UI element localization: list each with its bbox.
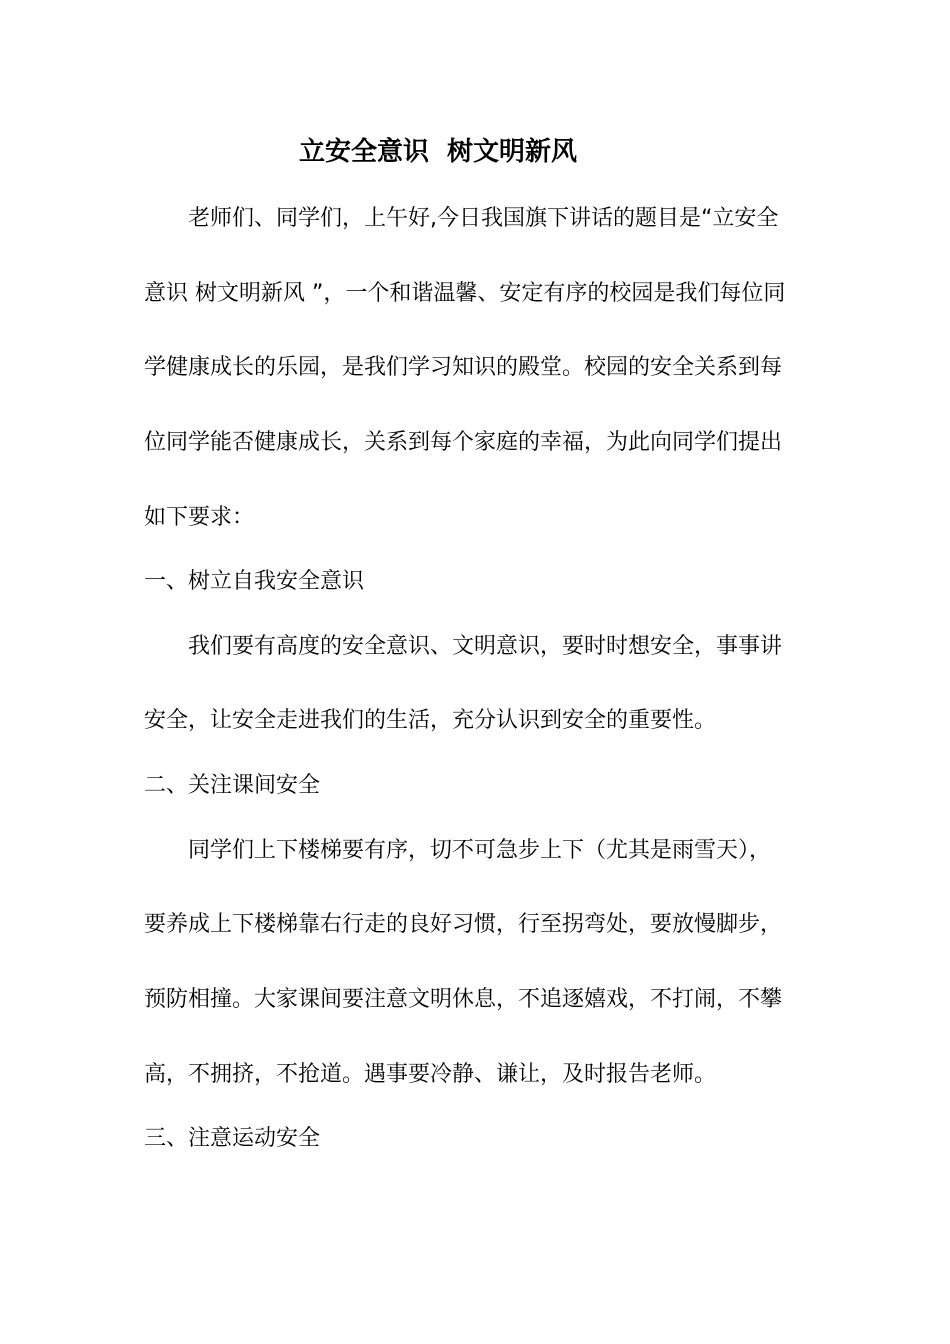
paragraph-line: 位同学能否健康成长，关系到每个家庭的幸福，为此向同学们提出 bbox=[144, 430, 783, 455]
paragraph-line: 我们要有高度的安全意识、文明意识，要时时想安全，事事讲 bbox=[188, 634, 783, 659]
document-title: 立安全意识 树文明新风 bbox=[298, 137, 578, 167]
paragraph-line: 要养成上下楼梯靠右行走的良好习惯，行至拐弯处，要放慢脚步， bbox=[144, 912, 783, 937]
paragraph-line: 学健康成长的乐园，是我们学习知识的殿堂。校园的安全关系到每 bbox=[144, 355, 783, 380]
paragraph-line: 老师们、同学们，上午好,今日我国旗下讲话的题目是“立安全 bbox=[188, 206, 779, 231]
section-heading-2: 二、关注课间安全 bbox=[144, 773, 321, 798]
paragraph-line: 预防相撞。大家课间要注意文明休息，不追逐嬉戏，不打闹，不攀 bbox=[144, 987, 783, 1012]
paragraph-line: 安全，让安全走进我们的生活，充分认识到安全的重要性。 bbox=[144, 708, 717, 733]
section-heading-1: 一、树立自我安全意识 bbox=[144, 569, 365, 594]
paragraph-line: 如下要求： bbox=[144, 505, 255, 530]
section-heading-3: 三、注意运动安全 bbox=[144, 1126, 321, 1151]
paragraph-line: 高，不拥挤，不抢道。遇事要冷静、谦让，及时报告老师。 bbox=[144, 1062, 717, 1087]
paragraph-line: 同学们上下楼梯要有序，切不可急步上下（尤其是雨雪天）， bbox=[188, 838, 772, 863]
paragraph-line: 意识 树文明新风 ”，一个和谐温馨、安定有序的校园是我们每位同 bbox=[144, 281, 786, 306]
